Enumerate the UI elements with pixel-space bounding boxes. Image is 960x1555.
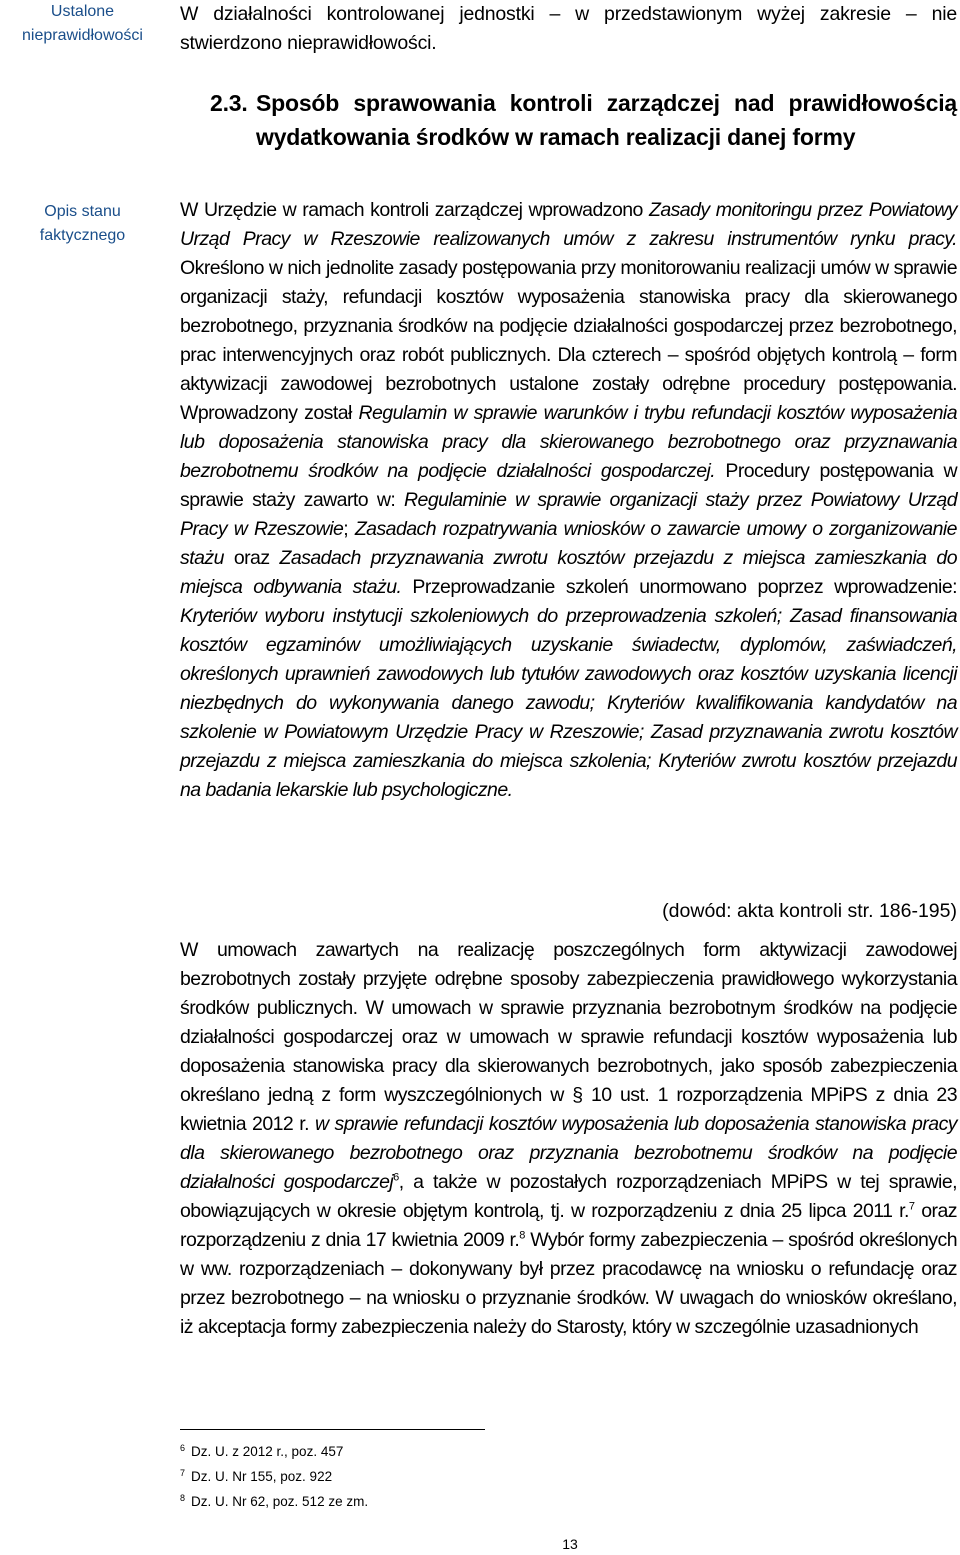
text-run: W umowach zawartych na realizację poszczególnych form aktywizacji zawodowej bezrobotnych zostały przyjęte odrębne sposoby zabezpieczenia prawidłowego wykorzystania środków publicznych. W umowach w sprawie przyznania bezrobotnym środków na podjęcie działalności gospodarczej oraz w umowach w sprawie refundacji kosztów wyposażenia lub doposażenia stanowiska pracy dla skierowanych bezrobotnych, jako sposób zabezpieczenia określano jedną z form wyszczególnionych w § 10 ust. 1 rozporządzenia MPiPS z dnia 23 kwietnia 2012 r. bbox=[180, 939, 957, 1135]
footnote-ref[interactable]: 8 bbox=[519, 1229, 525, 1242]
italic-run: Zasady monitoringu przez Powiatowy Urząd Pracy w Rzeszowie realizowanych umów z zakresu instrumentów rynku pracy. bbox=[180, 199, 957, 250]
italic-run: Zasadach przyznawania zwrotu kosztów przejazdu z miejsca zamieszkania do miejsca odbywania stażu. bbox=[180, 547, 957, 598]
text-run: ; bbox=[343, 518, 355, 540]
footnote-text: Dz. U. Nr 62, poz. 512 ze zm. bbox=[191, 1494, 369, 1509]
section-number: 2.3. bbox=[210, 90, 248, 116]
footnote bbox=[180, 1467, 332, 1487]
footnote-divider bbox=[180, 1429, 485, 1430]
paragraph-text bbox=[180, 936, 957, 1342]
section-heading bbox=[210, 86, 957, 154]
paragraph-securities bbox=[180, 936, 957, 1342]
text-run: Przeprowadzanie szkoleń unormowano poprzez wprowadzenie: bbox=[401, 576, 957, 598]
italic-run: w sprawie refundacji kosztów wyposażenia lub doposażenia stanowiska pracy dla skierowanego bezrobotnego oraz przyznania bezrobotnemu środków na podjęcie działalności gospodarczej bbox=[180, 1113, 957, 1193]
italic-run: Regulamin w sprawie warunków i trybu refundacji kosztów wyposażenia lub doposażenia stanowiska pracy dla skierowanego bezrobotnego oraz przyznawania bezrobotnemu środków na podjęcie działalności gospodarczej. bbox=[180, 402, 957, 482]
paragraph-control-rules bbox=[180, 196, 957, 805]
text-run: oraz bbox=[223, 547, 280, 569]
text-run: Wybór formy zabezpieczenia – spośród określonych w ww. rozporządzeniach – dokonywany był przez pracodawcę na wniosku o refundację oraz przez bezrobotnego – na wniosku o przyznanie środków. W uwagach do wniosków określano, iż akceptacja formy zabezpieczenia należy do Starosty, który w szczególnie uzasadnionych bbox=[180, 1229, 958, 1338]
text-run: W Urzędzie w ramach kontroli zarządczej wprowadzono bbox=[180, 199, 649, 221]
text-run: oraz rozporządzeniu z dnia 17 kwietnia 2009 r. bbox=[180, 1200, 957, 1251]
text-run: , a także w pozostałych rozporządzeniach MPiPS w tej sprawie, obowiązujących w okresie objętym kontrolą, tj. w rozporządzeniu z dnia 25 lipca 2011 r. bbox=[180, 1171, 957, 1222]
footnote bbox=[180, 1492, 368, 1512]
footnote-mark: 6 bbox=[180, 1442, 186, 1453]
italic-run: Regulaminie w sprawie organizacji staży przez Powiatowy Urząd Pracy w Rzeszowie bbox=[180, 489, 957, 540]
page-number: 13 bbox=[562, 1536, 578, 1552]
sidebar-label-facts: Opis stanu faktycznego bbox=[39, 203, 126, 244]
section-title: Sposób sprawowania kontroli zarządczej nad prawidłowością wydatkowania środków w ramach realizacji danej formy bbox=[256, 90, 957, 150]
footnote-ref[interactable]: 7 bbox=[908, 1200, 915, 1213]
footnote-mark: 8 bbox=[180, 1492, 186, 1503]
intro-block bbox=[180, 0, 957, 58]
footnote-text: Dz. U. Nr 155, poz. 922 bbox=[191, 1469, 333, 1484]
intro-paragraph: W działalności kontrolowanej jednostki – w przedstawionym wyżej zakresie – nie stwierdzono nieprawidłowości. bbox=[180, 3, 957, 54]
paragraph-text bbox=[180, 196, 957, 805]
proof-reference: (dowód: akta kontroli str. 186-195) bbox=[662, 900, 957, 922]
sidebar-label-findings: Ustalone nieprawidłowości bbox=[22, 3, 143, 44]
footnote-text: Dz. U. z 2012 r., poz. 457 bbox=[191, 1444, 344, 1459]
footnote-mark: 7 bbox=[180, 1467, 186, 1478]
footnote-ref[interactable]: 6 bbox=[393, 1171, 399, 1184]
text-run: Określono w nich jednolite zasady postępowania przy monitorowaniu realizacji umów w sprawie organizacji staży, refundacji kosztów wyposażenia stanowiska pracy dla skierowanego bezrobotnego, przyznania środków na podjęcie działalności gospodarczej przez bezrobotnego, prac interwencyjnych oraz robót publicznych. Dla czterech – spośród objętych kontrolą – form aktywizacji zawodowej bezrobotnych ustalone zostały odrębne procedury postępowania. Wprowadzony został bbox=[180, 257, 957, 424]
italic-run: Kryteriów wyboru instytucji szkoleniowych do przeprowadzenia szkoleń; Zasad finansowania kosztów egzaminów umożliwiających uzyskanie świadectw, dyplomów, zaświadczeń, określonych uprawnień zawodowych lub tytułów zawodowych oraz kosztów uzyskania licencji niezbędnych do wykonywania danego zawodu; Kryteriów kwalifikowania kandydatów na szkolenie w Powiatowym Urzędzie Pracy w Rzeszowie; Zasad przyznawania zwrotu kosztów przejazdu z miejsca zamieszkania do miejsca szkolenia; Kryteriów zwrotu kosztów przejazdu na badania lekarskie lub psychologiczne. bbox=[180, 605, 957, 801]
footnote bbox=[180, 1442, 343, 1462]
text-run: Procedury postępowania w sprawie staży zawarto w: bbox=[180, 460, 957, 511]
italic-run: Zasadach rozpatrywania wniosków o zawarcie umowy o zorganizowanie stażu bbox=[180, 518, 957, 569]
